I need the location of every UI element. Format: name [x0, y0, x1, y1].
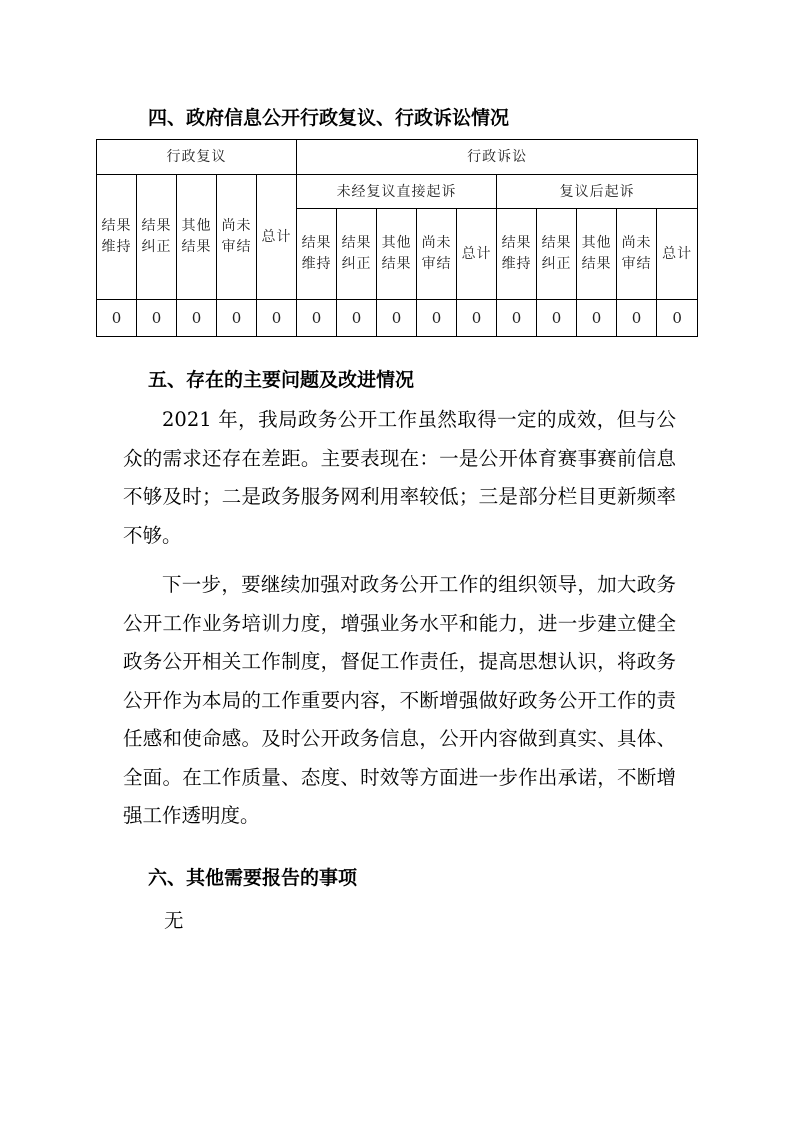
- table-cell: 0: [97, 300, 137, 337]
- section4-heading: 四、政府信息公开行政复议、行政诉讼情况: [148, 107, 510, 129]
- table-cell: 0: [457, 300, 497, 337]
- table-cell: 0: [257, 300, 297, 337]
- direct-col-header: 总计: [457, 209, 497, 300]
- section6-heading: 六、其他需要报告的事项: [148, 867, 358, 889]
- admin-review-header: 行政复议: [97, 140, 297, 175]
- section5-paragraph-2: 下一步，要继续加强对政务公开工作的组织领导，加大政务公开工作业务培训力度，增强业务水平和能力，进一步建立健全政务公开相关工作制度，督促工作责任，提高思想认识，将政务公开作为本局的工作重要内容，不断增强做好政务公开工作的责任感和使命感。及时公开政务信息，公开内容做到真实、具体、全面。在工作质量、态度、时效等方面进一步作出承诺，不断增强工作透明度。: [123, 573, 676, 827]
- direct-col-header: 结果纠正: [337, 209, 377, 300]
- table-cell: 0: [537, 300, 577, 337]
- direct-suit-header: 未经复议直接起诉: [297, 175, 497, 209]
- table-cell: 0: [177, 300, 217, 337]
- table-cell: 0: [217, 300, 257, 337]
- section5-paragraph-1: 2021 年，我局政务公开工作虽然取得一定的成效，但与公众的需求还存在差距。主要表现在：一是公开体育赛事赛前信息不够及时；二是政务服务网利用率较低；三是部分栏目更新频率不够。: [123, 408, 676, 547]
- review-col-header: 总计: [257, 175, 297, 300]
- table-cell: 0: [617, 300, 657, 337]
- review-col-header: 其他结果: [177, 175, 217, 300]
- table-cell: 0: [377, 300, 417, 337]
- direct-col-header: 尚未审结: [417, 209, 457, 300]
- table-cell: 0: [417, 300, 457, 337]
- after-col-header: 总计: [657, 209, 698, 300]
- after-col-header: 尚未审结: [617, 209, 657, 300]
- litigation-stats-table: [96, 139, 698, 337]
- review-col-header: 尚未审结: [217, 175, 257, 300]
- admin-litigation-header: 行政诉讼: [297, 140, 698, 175]
- table-cell: 0: [497, 300, 537, 337]
- direct-col-header: 其他结果: [377, 209, 417, 300]
- table-cell: 0: [577, 300, 617, 337]
- after-col-header: 其他结果: [577, 209, 617, 300]
- review-col-header: 结果纠正: [137, 175, 177, 300]
- after-col-header: 结果维持: [497, 209, 537, 300]
- section6-content: 无: [164, 909, 184, 932]
- after-col-header: 结果纠正: [537, 209, 577, 300]
- after-review-suit-header: 复议后起诉: [497, 175, 698, 209]
- table-cell: 0: [297, 300, 337, 337]
- review-col-header: 结果维持: [97, 175, 137, 300]
- section5-heading: 五、存在的主要问题及改进情况: [148, 369, 415, 391]
- table-cell: 0: [657, 300, 698, 337]
- direct-col-header: 结果维持: [297, 209, 337, 300]
- table-cell: 0: [137, 300, 177, 337]
- table-cell: 0: [337, 300, 377, 337]
